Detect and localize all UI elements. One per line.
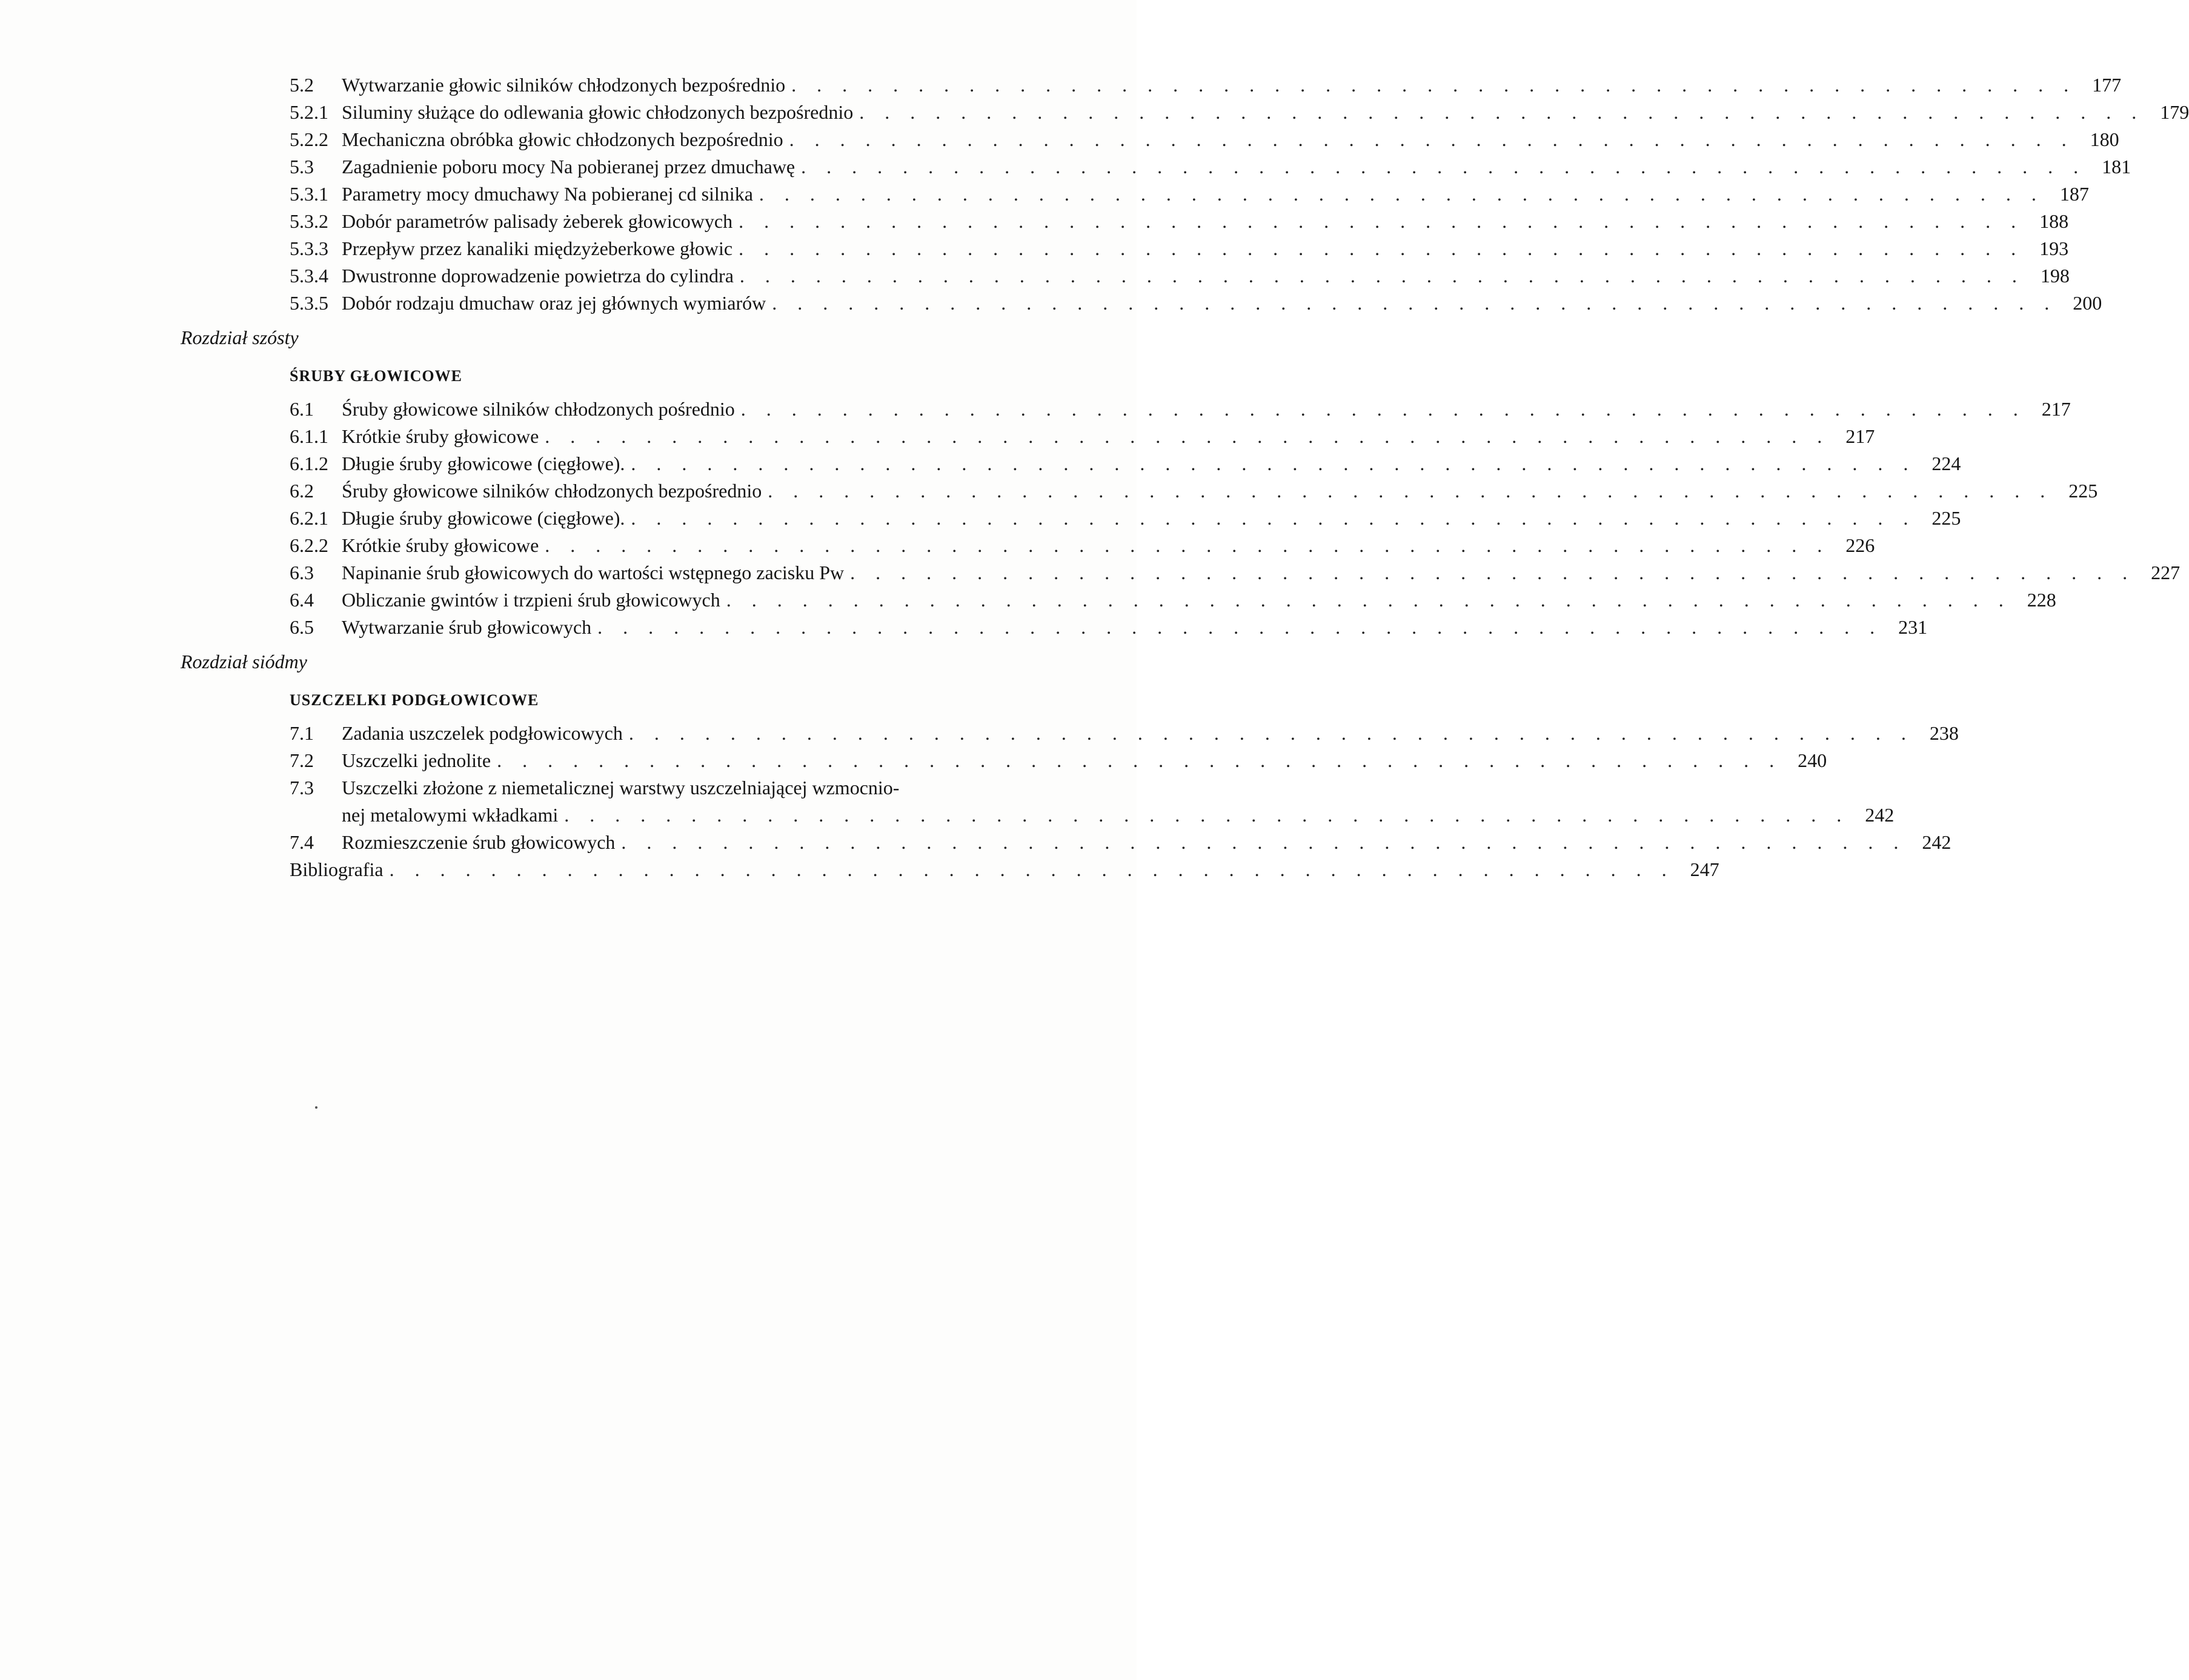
entry-number: 7.4 — [290, 831, 314, 853]
entry-page: 224 — [1932, 453, 1961, 474]
leader-dots: . . . . . . . . . . . . . . . . . . . . . . . . . . . . . . . . . . . . . . . . . . . . . . . . . . . — [726, 589, 2011, 611]
toc-entry — [290, 423, 1875, 450]
entry-page: 179 — [2160, 101, 2189, 123]
entry-number: 7.1 — [290, 722, 314, 744]
entry-page: 226 — [1845, 534, 1875, 556]
entry-page: 181 — [2102, 156, 2131, 178]
entry-page: 225 — [2068, 480, 2098, 502]
leader-dots: . . . . . . . . . . . . . . . . . . . . . . . . . . . . . . . . . . . . . . . . . . . . . . . . . . . — [740, 398, 2026, 420]
table-of-contents — [181, 71, 2189, 883]
entry-number: 6.1.2 — [290, 453, 328, 474]
leader-dots: . . . . . . . . . . . . . . . . . . . . . . . . . . . . . . . . . . . . . . . . . . . . . . . . . . . — [545, 425, 1830, 447]
leader-dots: . . . . . . . . . . . . . . . . . . . . . . . . . . . . . . . . . . . . . . . . . . . . . . . . . . . — [791, 74, 2077, 96]
toc-entry — [290, 774, 1060, 802]
leader-dots: . . . . . . . . . . . . . . . . . . . . . . . . . . . . . . . . . . . . . . . . . . . . . . . . . . . — [768, 480, 2053, 502]
entry-page: 240 — [1798, 749, 1827, 771]
entry-page: 242 — [1922, 831, 1951, 853]
leader-dots: . . . . . . . . . . . . . . . . . . . . . . . . . . . . . . . . . . . . . . . . . . . . . . . . . . . — [789, 128, 2074, 150]
entry-page: 200 — [2073, 292, 2102, 314]
entry-number: 5.3.4 — [290, 265, 328, 287]
leader-dots: . . . . . . . . . . . . . . . . . . . . . . . . . . . . . . . . . . . . . . . . . . . . . . . . . . . — [739, 237, 2024, 259]
toc-entry — [290, 181, 2089, 208]
leader-dots: . . . . . . . . . . . . . . . . . . . . . . . . . . . . . . . . . . . . . . . . . . . . . . . . . . . — [859, 101, 2145, 123]
entry-title: Dwustronne doprowadzenie powietrza do cylindra — [342, 265, 734, 287]
entry-title: Dobór rodzaju dmuchaw oraz jej głównych wymiarów — [342, 292, 766, 314]
entry-title-continuation: nej metalowymi wkładkami — [342, 804, 559, 826]
leader-dots: . . . . . . . . . . . . . . . . . . . . . . . . . . . . . . . . . . . . . . . . . . . . . . . . . . . — [801, 156, 2087, 178]
entry-title: Dobór parametrów palisady żeberek głowicowych — [342, 210, 733, 232]
entry-title: Długie śruby głowicowe (cięgłowe). — [342, 507, 625, 529]
leader-dots: . . . . . . . . . . . . . . . . . . . . . . . . . . . . . . . . . . . . . . . . . . . . . . . . . . . — [628, 722, 1914, 744]
toc-entry — [290, 586, 2056, 614]
leader-dots: . . . . . . . . . . . . . . . . . . . . . . . . . . . . . . . . . . . . . . . . . . . . . . . . . . . — [772, 292, 2058, 314]
toc-entry — [290, 290, 2102, 317]
entry-title: Siluminy służące do odlewania głowic chłodzonych bezpośrednio — [342, 101, 854, 123]
chapter-label: Rozdział siódmy — [181, 651, 307, 672]
toc-entry — [290, 532, 1875, 559]
toc-entry — [290, 153, 2131, 181]
entry-title: Śruby głowicowe silników chłodzonych bezpośrednio — [342, 480, 762, 502]
entry-title: Krótkie śruby głowicowe — [342, 534, 539, 556]
entry-number: 6.1 — [290, 398, 314, 420]
toc-entry — [290, 71, 2122, 99]
chapter-title: USZCZELKI PODGŁOWICOWE — [290, 691, 539, 709]
chapter-title: ŚRUBY GŁOWICOWE — [290, 367, 462, 385]
entry-page: 188 — [2039, 210, 2069, 232]
entry-page: 198 — [2040, 265, 2070, 287]
entry-title: Zagadnienie poboru mocy Na pobieranej przez dmuchawę — [342, 156, 796, 178]
toc-entry-continuation — [290, 802, 1895, 829]
leader-dots: . . . . . . . . . . . . . . . . . . . . . . . . . . . . . . . . . . . . . . . . . . . . . . . . . . . — [631, 507, 1916, 529]
toc-entry — [290, 235, 2069, 262]
leader-dots: . . . . . . . . . . . . . . . . . . . . . . . . . . . . . . . . . . . . . . . . . . . . . . . . . . . — [759, 183, 2044, 205]
entry-page: 177 — [2092, 74, 2122, 96]
entry-number: 5.2.2 — [290, 128, 328, 150]
entry-number: 6.5 — [290, 616, 314, 638]
entry-number: 7.3 — [290, 777, 314, 798]
entry-title: Parametry mocy dmuchawy Na pobieranej cd silnika — [342, 183, 753, 205]
entry-title: Rozmieszczenie śrub głowicowych — [342, 831, 616, 853]
entry-page: 187 — [2059, 183, 2089, 205]
entry-title: Uszczelki złożone z niemetalicznej warstwy uszczelniającej wzmocnio- — [342, 777, 900, 798]
toc-entry — [290, 208, 2069, 235]
entry-number: 5.3.2 — [290, 210, 328, 232]
leader-dots: . . . . . . . . . . . . . . . . . . . . . . . . . . . . . . . . . . . . . . . . . . . . . . . . . . . — [389, 858, 1675, 880]
leader-dots: . . . . . . . . . . . . . . . . . . . . . . . . . . . . . . . . . . . . . . . . . . . . . . . . . . . — [739, 210, 2024, 232]
scan-speck — [315, 1106, 317, 1109]
entry-page: 193 — [2039, 237, 2069, 259]
entry-title: Napinanie śrub głowicowych do wartości wstępnego zacisku Pw — [342, 562, 845, 583]
toc-entry — [290, 505, 1961, 532]
entry-number: 6.2 — [290, 480, 314, 502]
leader-dots: . . . . . . . . . . . . . . . . . . . . . . . . . . . . . . . . . . . . . . . . . . . . . . . . . . . — [545, 534, 1830, 556]
entry-page: 217 — [2041, 398, 2071, 420]
entry-page: 228 — [2027, 589, 2056, 611]
leader-dots: . . . . . . . . . . . . . . . . . . . . . . . . . . . . . . . . . . . . . . . . . . . . . . . . . . . — [597, 616, 1883, 638]
toc-entry — [290, 262, 2070, 290]
entry-number: 6.3 — [290, 562, 314, 583]
entry-number: 5.2 — [290, 74, 314, 96]
toc-entry — [290, 559, 2181, 586]
entry-number: 6.4 — [290, 589, 314, 611]
toc-entry — [290, 99, 2189, 126]
entry-title: Zadania uszczelek podgłowicowych — [342, 722, 623, 744]
entry-title: Uszczelki jednolite — [342, 749, 491, 771]
entry-title: Śruby głowicowe silników chłodzonych pośrednio — [342, 398, 735, 420]
toc-entry — [290, 747, 1827, 774]
leader-dots: . . . . . . . . . . . . . . . . . . . . . . . . . . . . . . . . . . . . . . . . . . . . . . . . . . . — [739, 265, 2025, 287]
entry-page: 227 — [2151, 562, 2181, 583]
entry-number: 5.3.3 — [290, 237, 328, 259]
entry-title: Przepływ przez kanaliki międzyżeberkowe głowic — [342, 237, 733, 259]
entry-page: 180 — [2090, 128, 2119, 150]
entry-title: Bibliografia — [290, 858, 384, 880]
entry-title: Wytwarzanie głowic silników chłodzonych bezpośrednio — [342, 74, 786, 96]
entry-number: 6.2.1 — [290, 507, 328, 529]
entry-number: 5.3.1 — [290, 183, 328, 205]
entry-page: 242 — [1865, 804, 1895, 826]
entry-number: 6.1.1 — [290, 425, 328, 447]
toc-entry-bibliography — [290, 856, 1719, 883]
entry-page: 247 — [1690, 858, 1719, 880]
entry-page: 231 — [1898, 616, 1928, 638]
entry-title: Krótkie śruby głowicowe — [342, 425, 539, 447]
leader-dots: . . . . . . . . . . . . . . . . . . . . . . . . . . . . . . . . . . . . . . . . . . . . . . . . . . . — [621, 831, 1907, 853]
leader-dots: . . . . . . . . . . . . . . . . . . . . . . . . . . . . . . . . . . . . . . . . . . . . . . . . . . . — [631, 453, 1916, 474]
leader-dots: . . . . . . . . . . . . . . . . . . . . . . . . . . . . . . . . . . . . . . . . . . . . . . . . . . . — [850, 562, 2136, 583]
entry-title: Mechaniczna obróbka głowic chłodzonych bezpośrednio — [342, 128, 783, 150]
toc-entry — [290, 614, 1928, 641]
toc-entry — [290, 720, 1959, 747]
entry-page: 225 — [1932, 507, 1961, 529]
chapter-label: Rozdział szósty — [181, 327, 299, 348]
entry-title: Obliczanie gwintów i trzpieni śrub głowicowych — [342, 589, 720, 611]
toc-entry — [290, 396, 2071, 423]
toc-entry — [290, 126, 2119, 153]
toc-entry — [290, 450, 1961, 477]
toc-entry — [290, 477, 2098, 505]
entry-page: 217 — [1845, 425, 1875, 447]
entry-number: 5.3.5 — [290, 292, 328, 314]
leader-dots: . . . . . . . . . . . . . . . . . . . . . . . . . . . . . . . . . . . . . . . . . . . . . . . . . . . — [497, 749, 1782, 771]
entry-number: 5.2.1 — [290, 101, 328, 123]
toc-entry — [290, 829, 1951, 856]
entry-number: 6.2.2 — [290, 534, 328, 556]
entry-page: 238 — [1929, 722, 1959, 744]
entry-title: Wytwarzanie śrub głowicowych — [342, 616, 592, 638]
entry-number: 5.3 — [290, 156, 314, 178]
leader-dots: . . . . . . . . . . . . . . . . . . . . . . . . . . . . . . . . . . . . . . . . . . . . . . . . . . . — [564, 804, 1850, 826]
entry-number: 7.2 — [290, 749, 314, 771]
entry-title: Długie śruby głowicowe (cięgłowe). — [342, 453, 625, 474]
